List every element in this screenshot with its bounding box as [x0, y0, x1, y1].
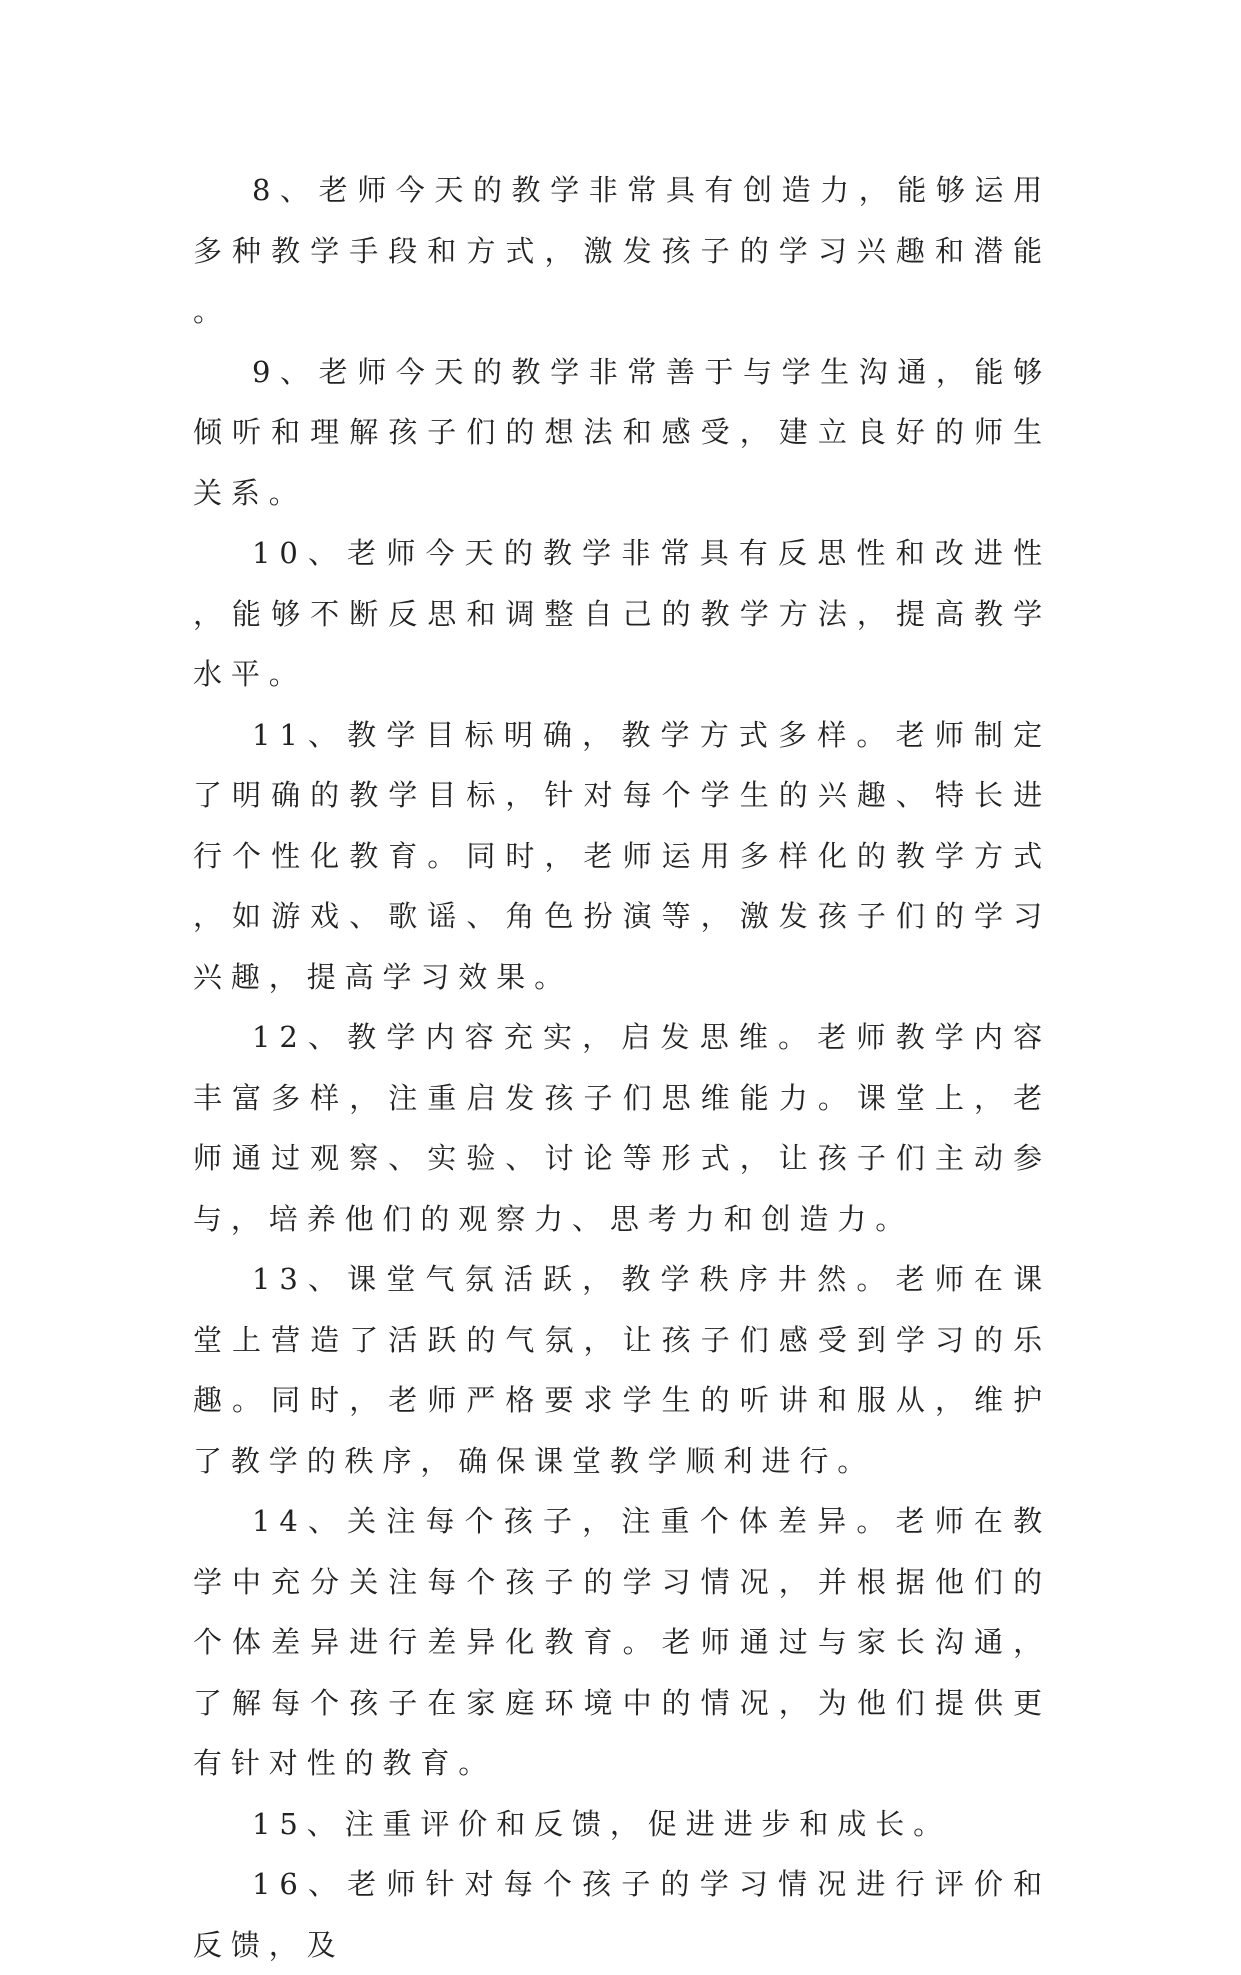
document-body	[193, 160, 1051, 1975]
paragraph-item-10: 10、老师今天的教学非常具有反思性和改进性，能够不断反思和调整自己的教学方法，提高教学水平。	[193, 536, 1051, 691]
paragraph-item-12: 12、教学内容充实，启发思维。老师教学内容丰富多样，注重启发孩子们思维能力。课堂上，老师通过观察、实验、讨论等形式，让孩子们主动参与，培养他们的观察力、思考力和创造力。	[193, 1020, 1051, 1236]
paragraph-item-9: 9、老师今天的教学非常善于与学生沟通，能够倾听和理解孩子们的想法和感受，建立良好的师生关系。	[193, 354, 1051, 510]
paragraph-item-13: 13、课堂气氛活跃，教学秩序井然。老师在课堂上营造了活跃的气氛，让孩子们感受到学习的乐趣。同时，老师严格要求学生的听讲和服从，维护了教学的秩序，确保课堂教学顺利进行。	[193, 1262, 1051, 1478]
paragraph-item-8: 8、老师今天的教学非常具有创造力，能够运用多种教学手段和方式，激发孩子的学习兴趣和潜能。	[193, 173, 1051, 328]
paragraph-item-14: 14、关注每个孩子，注重个体差异。老师在教学中充分关注每个孩子的学习情况，并根据他们的个体差异进行差异化教育。老师通过与家长沟通，了解每个孩子在家庭环境中的情况，为他们提供更有针对性的教育。	[193, 1504, 1051, 1780]
paragraph-item-15: 15、注重评价和反馈，促进进步和成长。	[252, 1806, 952, 1841]
paragraph-item-16: 16、老师针对每个孩子的学习情况进行评价和反馈，及	[193, 1867, 1051, 1962]
paragraph-item-11: 11、教学目标明确，教学方式多样。老师制定了明确的教学目标，针对每个学生的兴趣、特长进行个性化教育。同时，老师运用多样化的教学方式，如游戏、歌谣、角色扮演等，激发孩子们的学习兴趣，提高学习效果。	[193, 717, 1051, 994]
